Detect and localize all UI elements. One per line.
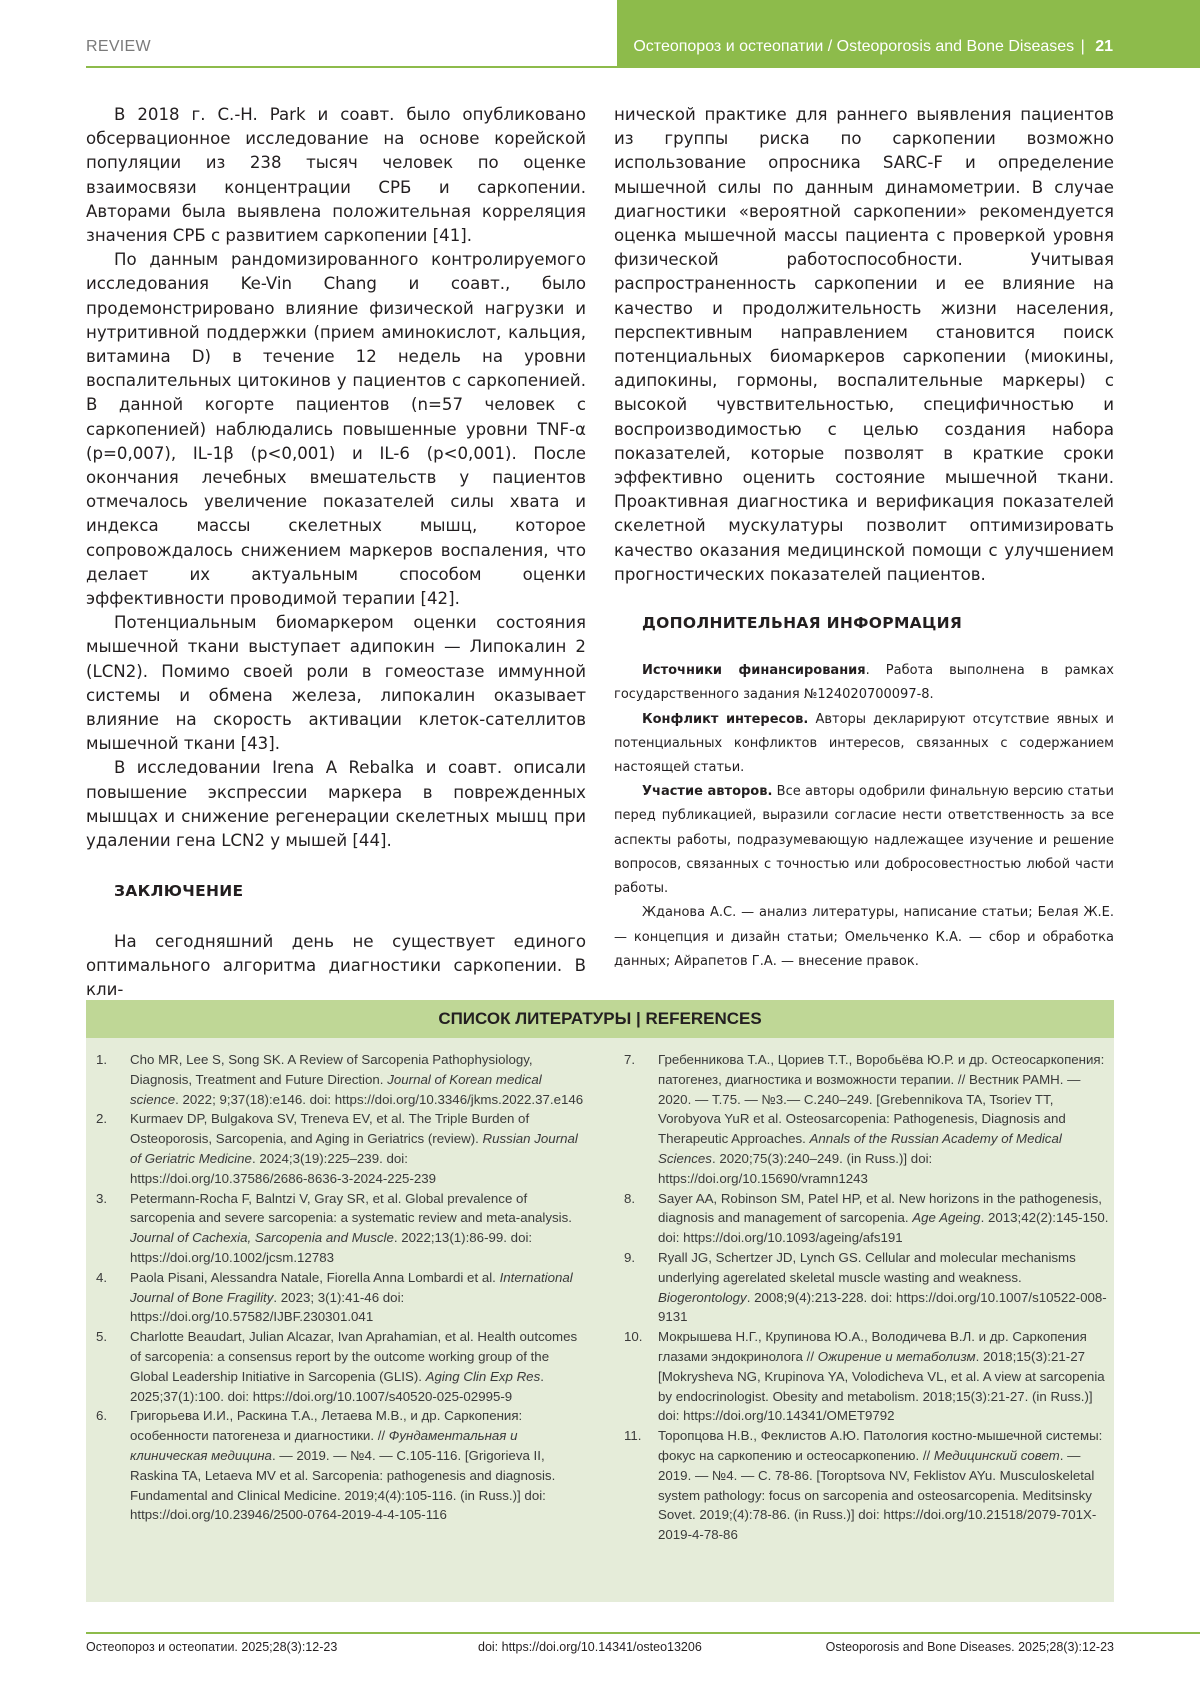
footer-citation-ru: Остеопороз и остеопатии. 2025;28(3):12-23 <box>86 1640 338 1654</box>
references-title: СПИСОК ЛИТЕРАТУРЫ | REFERENCES <box>438 1009 762 1028</box>
paragraph: В 2018 г. C.-H. Park и соавт. было опубликовано обсервационное исследование на основе корейской популяции из 238 тысяч человек по оценке взаимосвязи концентрации СРБ и саркопении. Авторами была выявлена положительная корреляция значения СРБ с развитием саркопении [41]. <box>86 105 586 246</box>
footer-doi: doi: https://doi.org/10.14341/osteo13206 <box>478 1640 702 1654</box>
right-column <box>614 103 1114 974</box>
paragraph: В исследовании Irena A Rebalka и соавт. описали повышение экспрессии маркера в поврежденных мышцах и снижение регенерации скелетных мышц при удалении гена LCN2 у мышей [44]. <box>86 758 586 851</box>
authors-label: Участие авторов. <box>642 784 773 800</box>
conflict-label: Конфликт интересов. <box>642 711 809 727</box>
page-number: 21 <box>1095 38 1113 55</box>
additional-info <box>614 659 1114 974</box>
footer-rule <box>86 1632 1200 1634</box>
references-right-column <box>624 1050 1116 1545</box>
header-band <box>617 0 1200 66</box>
reference-item: 5. Charlotte Beaudart, Julian Alcazar, Ivan Aprahamian, et al. Health outcomes of sarcopenia: a consensus report by the outcome working group of the Global Leadership Initiative in Sarcopenia (GLIS). Aging Clin Exp Res. 2025;37(1):100. doi: https://doi.org/10.1007/s40520-025-02995-9 <box>96 1329 578 1404</box>
left-column <box>86 103 586 1002</box>
reference-item: 8. Sayer AA, Robinson SM, Patel HP, et al. New horizons in the pathogenesis, diagnosis and management of sarcopenia. Age Ageing. 2013;42(2):145-150. doi: https://doi.org/10.1093/ageing/afs191 <box>624 1190 1109 1246</box>
reference-item: 11. Торопцова Н.В., Феклистов А.Ю. Патология костно-мышечной системы: фокус на саркопению и остеосаркопению. // Медицинский совет. — 2019. — №4. — С. 78-86. [Toroptsova NV, Feklistov AYu. Musculoskeletal system pathology: focus on sarcopenia and osteosarcopenia. Meditsinsky Sovet. 2019;(4):78-86. (in Russ.)] doi: https://doi.org/10.21518/2079-701X-2019-4-78-86 <box>624 1428 1103 1543</box>
reference-item: 4. Paola Pisani, Alessandra Natale, Fiorella Anna Lombardi et al. International Journal of Bone Fragility. 2023; 3(1):41-46 doi: https://doi.org/10.57582/IJBF.230301.041 <box>96 1269 573 1325</box>
footer-citation-en: Osteoporosis and Bone Diseases. 2025;28(3):12-23 <box>825 1640 1114 1654</box>
reference-item: 6. Григорьева И.И., Раскина Т.А., Летаева М.В., и др. Саркопения: особенности патогенеза и диагностики. // Фундаментальная и клиническая медицина. — 2019. — №4. — С.105-116. [Grigorieva II, Raskina TA, Letaeva MV et al. Sarcopenia: pathogenesis and diagnosis. Fundamental and Clinical Medicine. 2019;4(4):105-116. (in Russ.)] doi: https://doi.org/10.23946/2500-0764-2019-4-4-105-116 <box>96 1408 556 1523</box>
journal-header <box>633 38 1113 56</box>
contributions-note: Жданова А.С. — анализ литературы, написание статьи; Белая Ж.Е. — концепция и дизайн статьи; Омельченко К.А. — сбор и обработка данных; Айрапетов Г.А. — внесение правок. <box>614 905 1114 969</box>
paragraph: нической практике для раннего выявления пациентов из группы риска по саркопении возможно использование опросника SARC-F и определение мышечной силы по данным динамометрии. В случае диагностики «вероятной саркопении» рекомендуется оценка мышечной массы пациента с проверкой уровня физической работоспособности. Учитывая распространенность саркопении и ее влияние на качество и продолжительность жизни населения, перспективным направлением становится поиск потенциальных биомаркеров саркопении (миокины, адипокины, гормоны, воспалительные маркеры) с высокой чувствительностью, специфичностью и воспроизводимостью с целью создания набора показателей, которые позволят в краткие сроки эффективно оценить состояние мышечной ткани. Проактивная диагностика и верификация показателей скелетной мускулатуры позволит оптимизировать качество оказания медицинской помощи с улучшением прогностических показателей пациентов. <box>614 105 1114 584</box>
paragraph: По данным рандомизированного контролируемого исследования Ke-Vin Chang и соавт., было продемонстрировано влияние физической нагрузки и нутритивной поддержки (прием аминокислот, кальция, витамина D) в течение 12 недель на уровни воспалительных цитокинов у пациентов с саркопенией. В данной когорте пациентов (n=57 человек с саркопенией) наблюдались повышенные уровни TNF-α (p=0,007), IL-1β (p<0,001) и IL-6 (p<0,001). После окончания лечебных вмешательств у пациентов отмечалось увеличение показателей силы хвата и индекса массы скелетных мышц, которое сопровождалось снижением маркеров воспаления, что делает их актуальным способом оценки эффективности проводимой терапии [42]. <box>86 250 586 609</box>
reference-item: 1. Cho MR, Lee S, Song SK. A Review of Sarcopenia Pathophysiology, Diagnosis, Treatment and Future Direction. Journal of Korean medical science. 2022; 9;37(18):e146. doi: https://doi.org/10.3346/jkms.2022.37.e146 <box>96 1052 584 1107</box>
funding-label: Источники финансирования <box>642 663 866 679</box>
paragraph: Потенциальным биомаркером оценки состояния мышечной ткани выступает адипокин — Липокалин 2 (LCN2). Помимо своей роли в гомеостазе иммунной системы и обмена железа, липокалин оказывает влияние на скорость активации клеток-сателлитов мышечной ткани [43]. <box>86 613 586 754</box>
additional-info-heading: ДОПОЛНИТЕЛЬНАЯ ИНФОРМАЦИЯ <box>642 614 963 633</box>
funding-note: Источники финансирования. Работа выполнена в рамках государственного задания №124020700097-8. <box>614 663 1114 703</box>
conclusion-heading: ЗАКЛЮЧЕНИЕ <box>114 882 244 901</box>
reference-item: 7. Гребенникова Т.А., Цориев Т.Т., Воробьёва Ю.Р. и др. Остеосаркопения: патогенез, диагностика и возможности терапии. // Вестник РАМН. — 2020. — Т.75. — №3.— С.240–249. [Grebennikova TA, Tsoriev TT, Vorobyova YuR et al. Osteosarcopenia: Pathogenesis, Diagnosis and Therapeutic Approaches. Annals of the Russian Academy of Medical Sciences. 2020;75(3):240–249. (in Russ.)] doi: https://doi.org/10.15690/vramn1243 <box>624 1052 1105 1186</box>
conflict-note: Конфликт интересов. Авторы декларируют отсутствие явных и потенциальных конфликтов интересов, связанных с содержанием настоящей статьи. <box>614 711 1114 776</box>
reference-item: 2. Kurmaev DP, Bulgakova SV, Treneva EV, et al. The Triple Burden of Osteoporosis, Sarcopenia, and Aging in Geriatrics (review). Russian Journal of Geriatric Medicine. 2024;3(19):225–239. doi: https://doi.org/10.37586/2686-8636-3-2024-225-239 <box>96 1111 578 1186</box>
section-label: REVIEW <box>86 38 151 55</box>
header-rule <box>86 66 1200 68</box>
journal-title: Остеопороз и остеопатии / Osteoporosis and Bone Diseases <box>633 38 1075 55</box>
authors-note: Участие авторов. Все авторы одобрили финальную версию статьи перед публикацией, выразили согласие нести ответственность за все аспекты работы, подразумевающую надлежащее изучение и решение вопросов, связанных с точностью или добросовестностью любой части работы. <box>614 784 1114 897</box>
header-separator: | <box>1080 38 1085 55</box>
reference-item: 3. Petermann-Rocha F, Balntzi V, Gray SR, et al. Global prevalence of sarcopenia and severe sarcopenia: a systematic review and meta-analysis. Journal of Cachexia, Sarcopenia and Muscle. 2022;13(1):86-99. doi: https://doi.org/10.1002/jcsm.12783 <box>96 1190 572 1265</box>
paragraph: На сегодняшний день не существует единого оптимального алгоритма диагностики саркопении. В кли- <box>86 931 586 999</box>
references-left-column <box>96 1050 588 1525</box>
reference-item: 9. Ryall JG, Schertzer JD, Lynch GS. Cellular and molecular mechanisms underlying agerelated skeletal muscle wasting and weakness. Biogerontology. 2008;9(4):213-228. doi: https://doi.org/10.1007/s10522-008-9131 <box>624 1249 1107 1325</box>
reference-item: 10. Мокрышева Н.Г., Крупинова Ю.А., Володичева В.Л. и др. Саркопения глазами эндокринолога // Ожирение и метаболизм. 2018;15(3):21-27 [Mokrysheva NG, Krupinova YA, Volodicheva VL, et al. A view at sarcopenia by endocrinologist. Obesity and metabolism. 2018;15(3):21-27. (in Russ.)] doi: https://doi.org/10.14341/OMET9792 <box>624 1329 1105 1424</box>
